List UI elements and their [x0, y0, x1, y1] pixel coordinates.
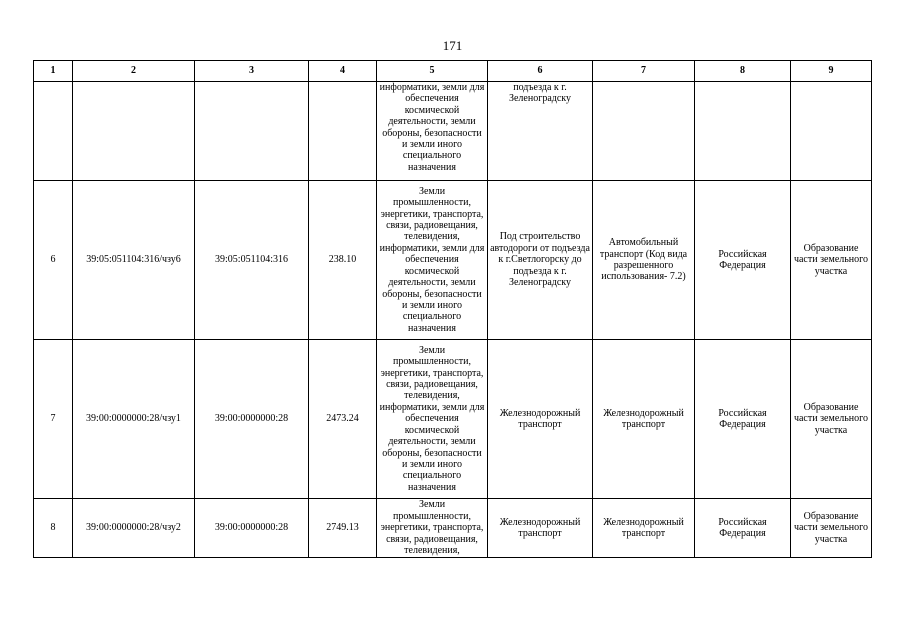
- page-number: 171: [442, 38, 463, 53]
- land-plots-table: [33, 60, 872, 558]
- purpose-cell: Железнодорожный транспорт: [488, 499, 593, 558]
- header-col-5: 5: [377, 61, 488, 82]
- area-cell: 2473.24: [309, 340, 377, 499]
- action-cell: Образование части земельного участка: [791, 181, 872, 340]
- permitted-use-cell: [593, 82, 695, 181]
- table-row: [34, 340, 872, 499]
- purpose-cell: Под строительство автодороги от подъезда к г.Светлогорску до подъезда к г. Зеленоградску: [488, 181, 593, 340]
- cadastral-number-cell: 39:00:0000000:28: [195, 499, 309, 558]
- part-cadastral-number-cell: 39:00:0000000:28/чзу1: [73, 340, 195, 499]
- land-category-cell: Земли промышленности, энергетики, транспорта, связи, радиовещания, телевидения,: [377, 499, 488, 558]
- land-category-cell: Земли промышленности, энергетики, транспорта, связи, радиовещания, телевидения, информатики, земли для обеспечения космической деятельности, земли обороны, безопасности и земли иного специального назначения: [377, 340, 488, 499]
- purpose-cell: подъезда к г. Зеленоградску: [488, 82, 593, 181]
- header-col-2: 2: [73, 61, 195, 82]
- purpose-cell: Железнодорожный транспорт: [488, 340, 593, 499]
- row-number-cell: 6: [34, 181, 73, 340]
- header-col-7: 7: [593, 61, 695, 82]
- ownership-cell: [695, 82, 791, 181]
- permitted-use-cell: Железнодорожный транспорт: [593, 340, 695, 499]
- ownership-cell: Российская Федерация: [695, 340, 791, 499]
- permitted-use-cell: Автомобильный транспорт (Код вида разрешенного использования- 7.2): [593, 181, 695, 340]
- header-col-9: 9: [791, 61, 872, 82]
- action-cell: Образование части земельного участка: [791, 499, 872, 558]
- cadastral-number-cell: 39:00:0000000:28: [195, 340, 309, 499]
- area-cell: 238.10: [309, 181, 377, 340]
- row-number-cell: 7: [34, 340, 73, 499]
- row-number-cell: [34, 82, 73, 181]
- permitted-use-cell: Железнодорожный транспорт: [593, 499, 695, 558]
- table-row: [34, 181, 872, 340]
- part-cadastral-number-cell: 39:00:0000000:28/чзу2: [73, 499, 195, 558]
- header-col-6: 6: [488, 61, 593, 82]
- ownership-cell: Российская Федерация: [695, 499, 791, 558]
- header-col-3: 3: [195, 61, 309, 82]
- part-cadastral-number-cell: [73, 82, 195, 181]
- cadastral-number-cell: 39:05:051104:316: [195, 181, 309, 340]
- header-col-1: 1: [34, 61, 73, 82]
- table-row: [34, 499, 872, 558]
- row-number-cell: 8: [34, 499, 73, 558]
- action-cell: Образование части земельного участка: [791, 340, 872, 499]
- land-category-cell: Земли промышленности, энергетики, транспорта, связи, радиовещания, телевидения, информатики, земли для обеспечения космической деятельности, земли обороны, безопасности и земли иного специального назначения: [377, 181, 488, 340]
- area-cell: 2749.13: [309, 499, 377, 558]
- part-cadastral-number-cell: 39:05:051104:316/чзу6: [73, 181, 195, 340]
- header-row: [34, 61, 872, 82]
- ownership-cell: Российская Федерация: [695, 181, 791, 340]
- action-cell: [791, 82, 872, 181]
- area-cell: [309, 82, 377, 181]
- header-col-8: 8: [695, 61, 791, 82]
- header-col-4: 4: [309, 61, 377, 82]
- table-row: [34, 82, 872, 181]
- cadastral-number-cell: [195, 82, 309, 181]
- land-category-cell: информатики, земли для обеспечения космической деятельности, земли обороны, безопасности и земли иного специального назначения: [377, 82, 488, 181]
